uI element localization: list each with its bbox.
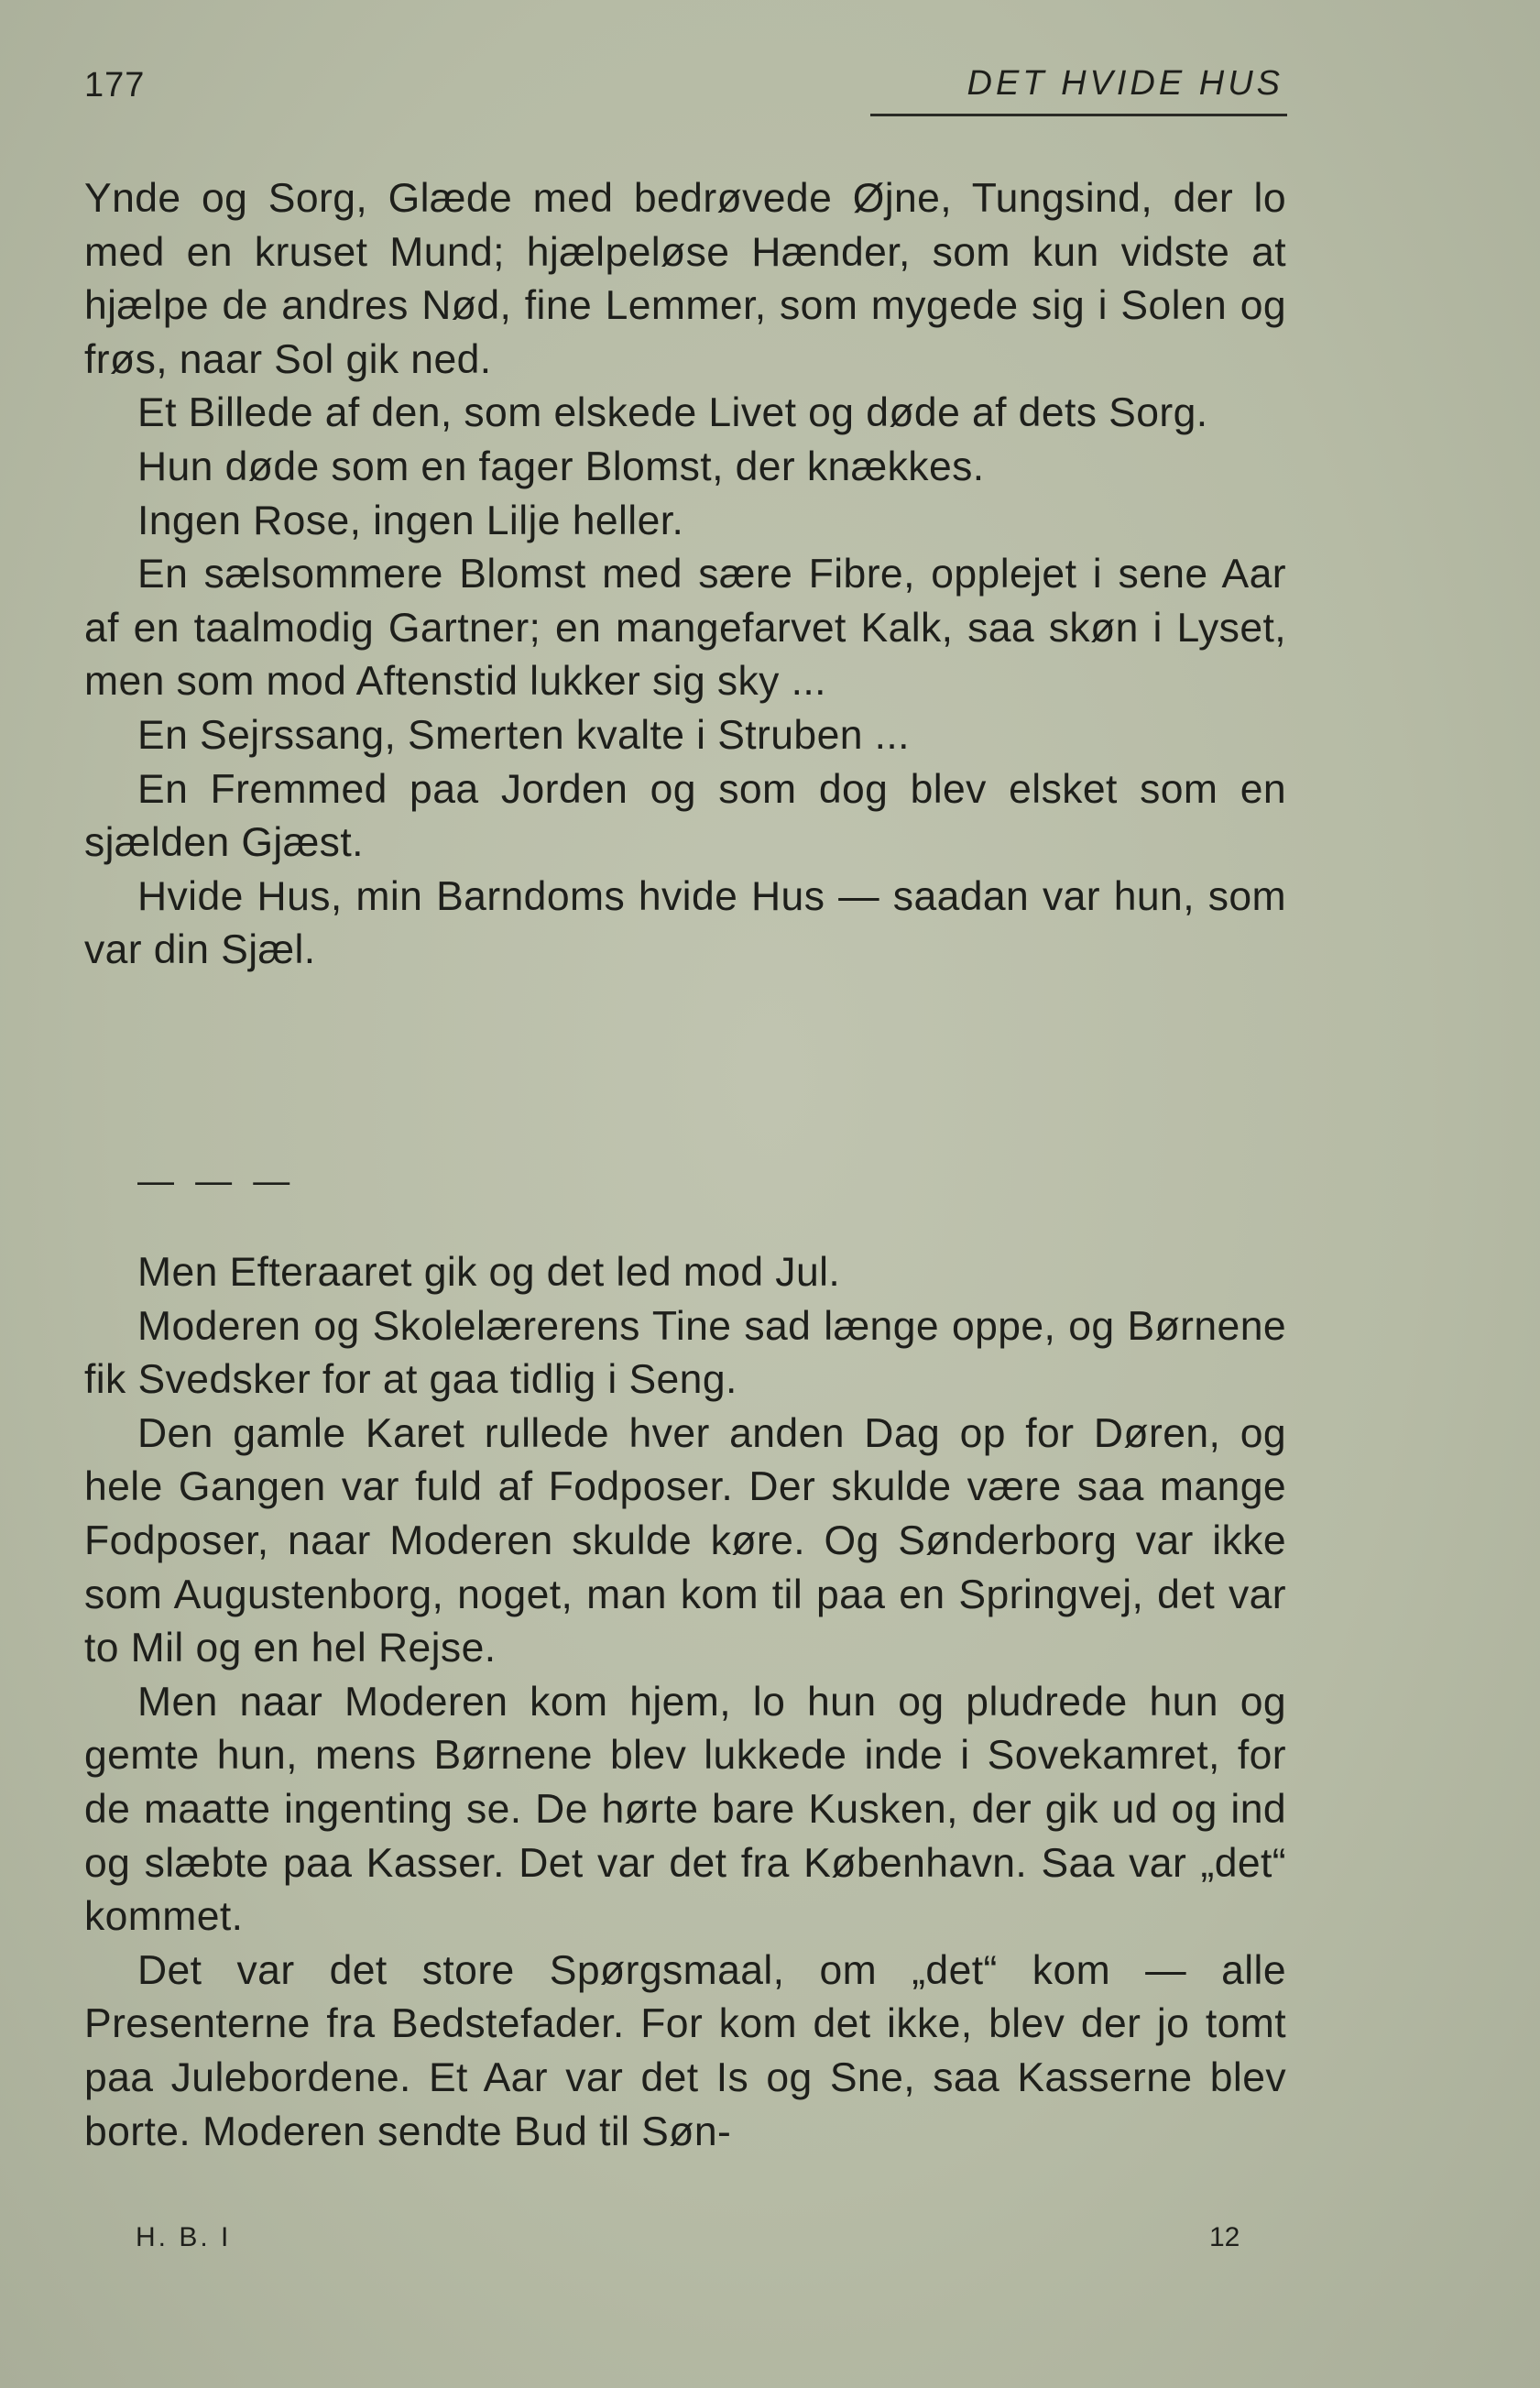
paragraph: Det var det store Spørgsmaal, om „det“ kom — alle Presenterne fra Bedstefader. For kom det ikke, blev der jo tomt paa Julebordene. Et Aar var det Is og Sne, saa Kasserne blev borte. Moderen sendte Bud til Søn-	[84, 1947, 1286, 2154]
page-number: 177	[84, 66, 146, 104]
paragraph: Et Billede af den, som elskede Livet og døde af dets Sorg.	[137, 390, 1208, 436]
paragraph: Den gamle Karet rullede hver anden Dag op for Døren, og hele Gangen var fuld af Fodposer. Der skulde være saa mange Fodposer, naar Moderen skulde køre. Og Sønderborg var ikke som Augustenborg, noget, man kom til paa en Springvej, det var to Mil og en hel Rejse.	[84, 1410, 1286, 1671]
section-break: — — —	[137, 1161, 296, 1201]
text-block-bottom	[84, 1246, 1286, 2159]
footer-signature: H. B. I	[136, 2222, 232, 2252]
running-head: DET HVIDE HUS	[967, 64, 1283, 103]
paragraph: Hvide Hus, min Barndoms hvide Hus — saadan var hun, som var din Sjæl.	[84, 873, 1286, 973]
footer-sheet-number: 12	[1209, 2222, 1240, 2252]
paragraph: Ingen Rose, ingen Lilje heller.	[137, 498, 684, 543]
header-rule	[870, 114, 1287, 116]
paragraph: Ynde og Sorg, Glæde med bedrøvede Øjne, Tungsind, der lo med en kruset Mund; hjælpeløse Hænder, som kun vidste at hjælpe de andres Nød, fine Lemmer, som mygede sig i Solen og frøs, naar Sol gik ned.	[84, 176, 1286, 382]
paragraph: Moderen og Skolelærerens Tine sad længe oppe, og Børnene fik Svedsker for at gaa tidlig i Seng.	[84, 1303, 1286, 1403]
paragraph: En sælsommere Blomst med sære Fibre, opplejet i sene Aar af en taalmodig Gartner; en mangefarvet Kalk, saa skøn i Lyset, men som mod Aftenstid lukker sig sky ...	[84, 552, 1286, 705]
paragraph: Hun døde som en fager Blomst, der knækkes.	[137, 444, 985, 489]
text-block-top	[84, 172, 1286, 978]
paragraph: En Fremmed paa Jorden og som dog blev elsket som en sjælden Gjæst.	[84, 766, 1286, 866]
paragraph: Men Efteraaret gik og det led mod Jul.	[137, 1250, 841, 1295]
paragraph: En Sejrssang, Smerten kvalte i Struben ...	[137, 712, 910, 758]
paragraph: Men naar Moderen kom hjem, lo hun og pludrede hun og gemte hun, mens Børnene blev lukkede inde i Sovekamret, for de maatte ingenting se. De hørte bare Kusken, der gik ud og ind og slæbte paa Kasser. Det var det fra København. Saa var „det“ kommet.	[84, 1679, 1286, 1940]
